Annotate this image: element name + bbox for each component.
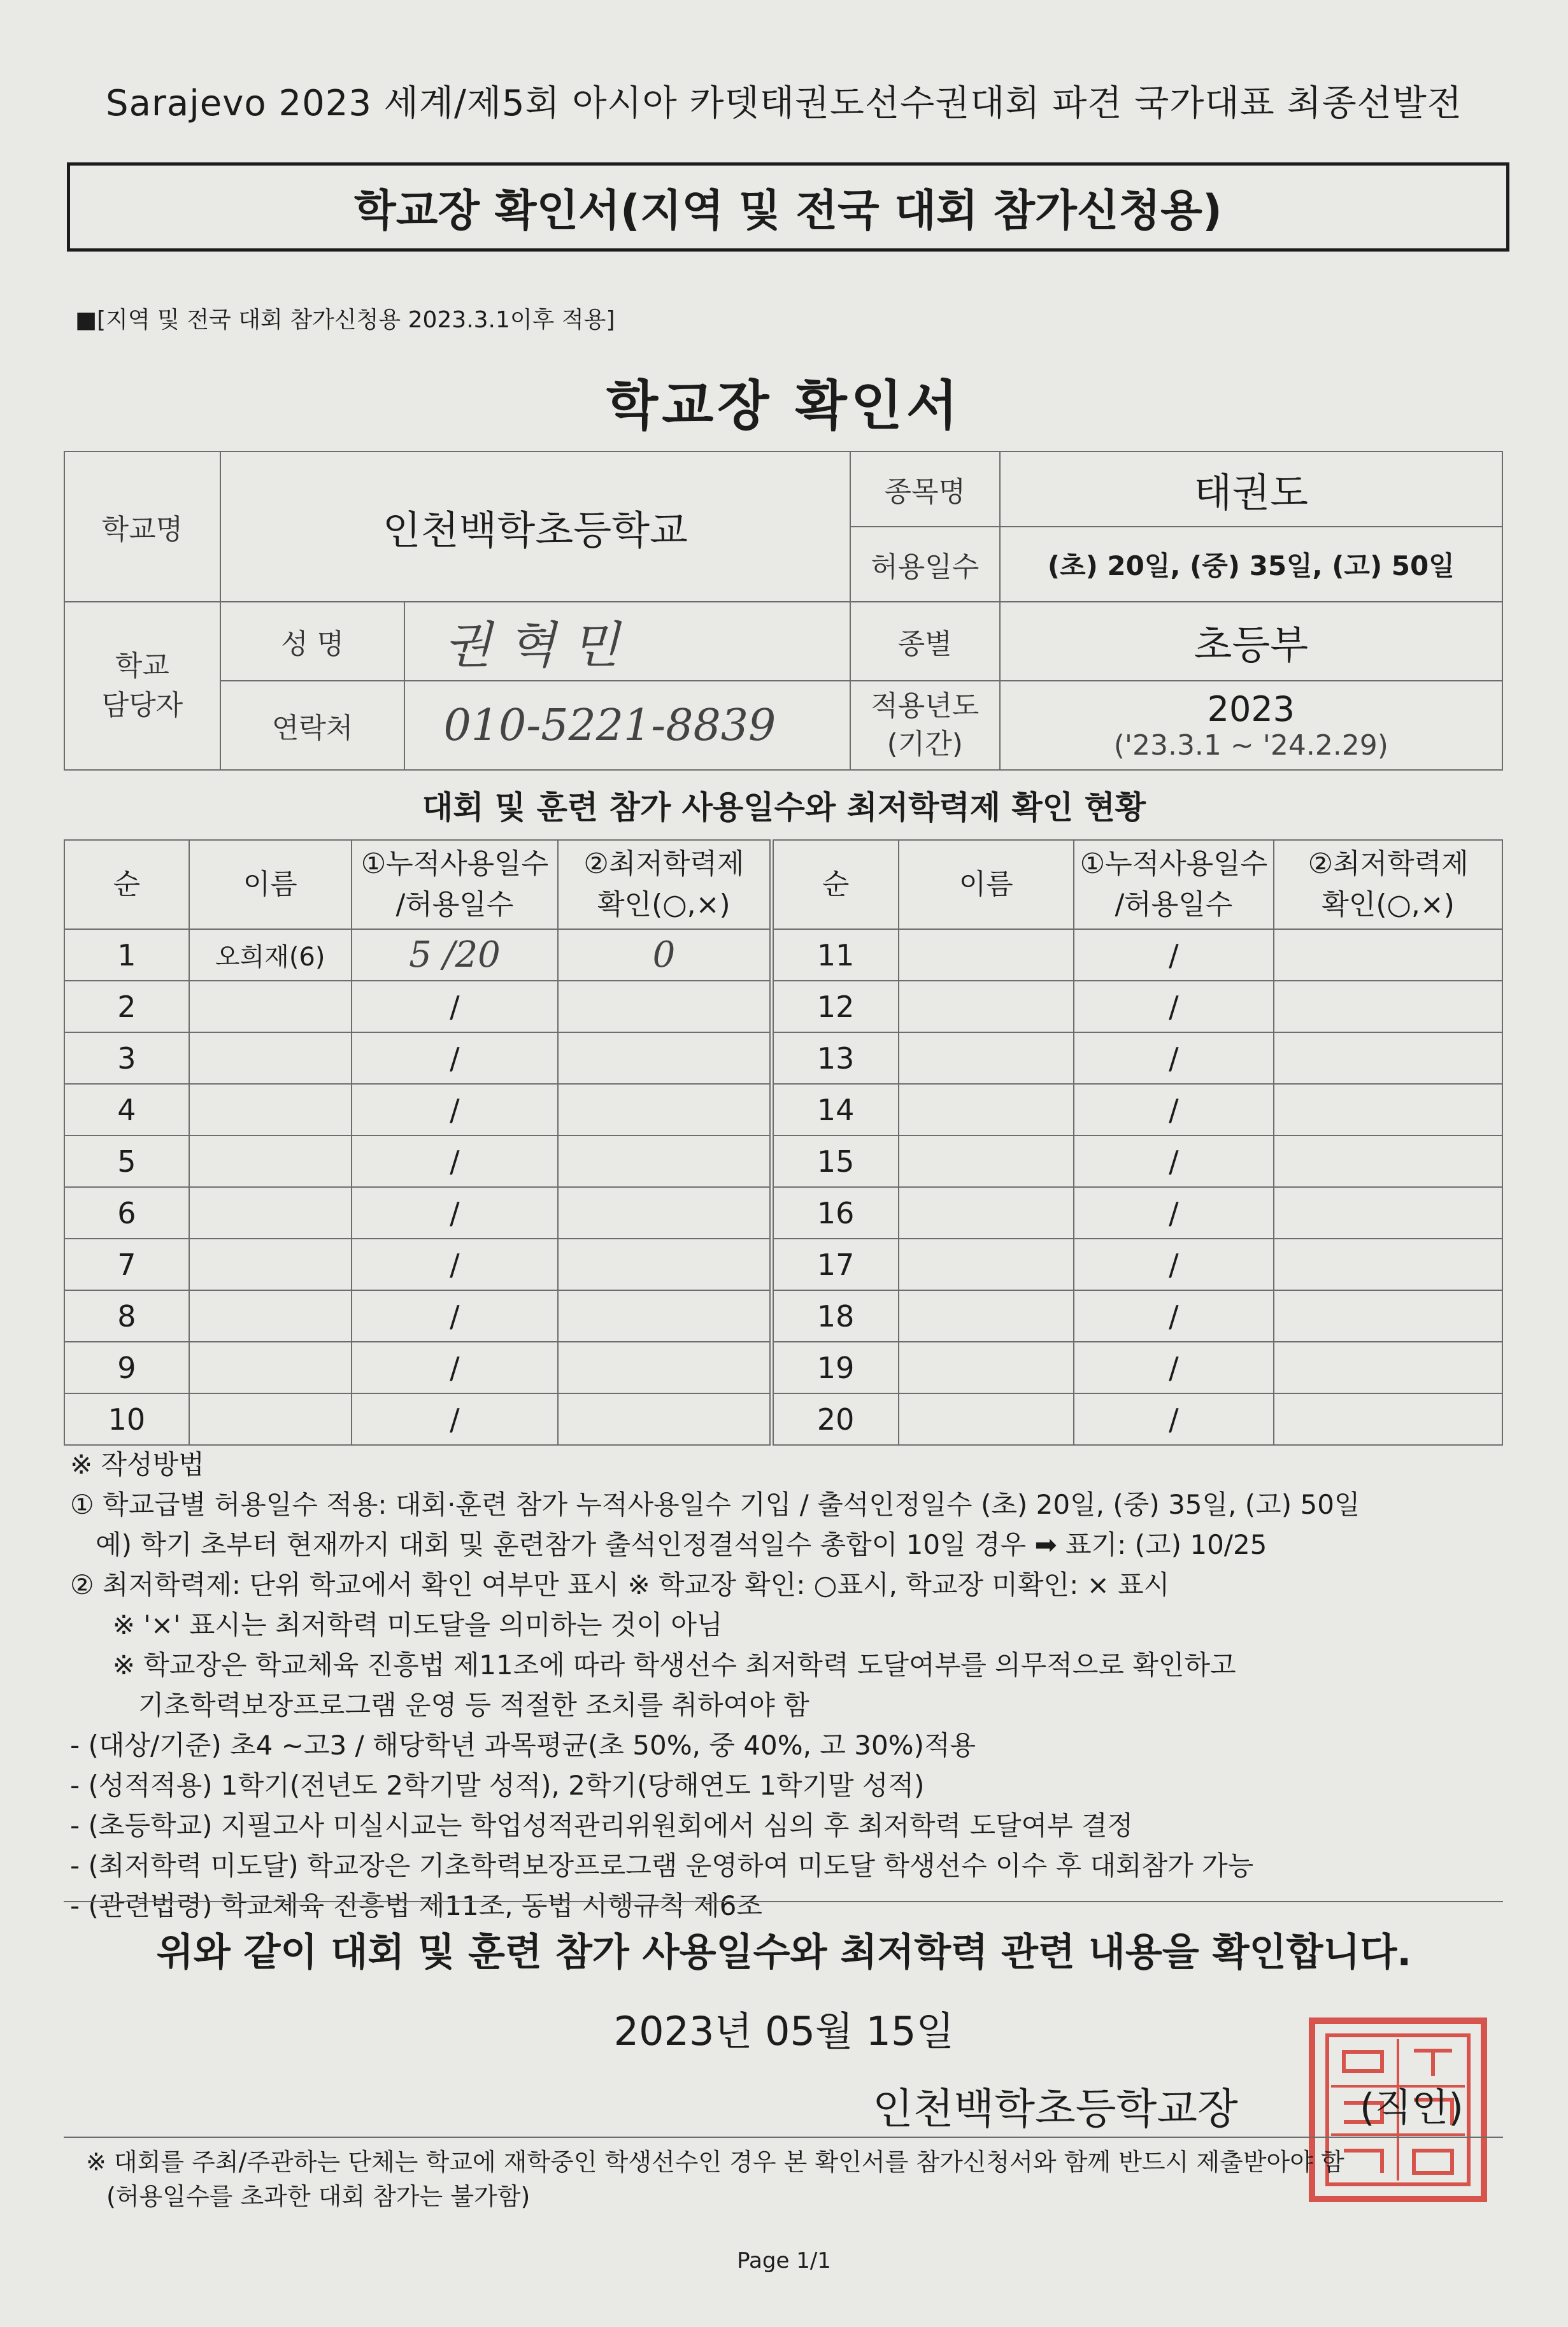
roster-no-cell: 10 [64,1393,189,1445]
applicability-note: ■[지역 및 전국 대회 참가신청용 2023.3.1이후 적용] [75,307,615,333]
sport-label: 종목명 [850,452,1000,527]
roster-days-cell: 5 /20 [352,929,559,981]
roster-name-cell [899,1290,1074,1342]
roster-name-cell [899,1187,1074,1239]
roster-academic-cell [558,1342,771,1393]
roster-academic-cell [558,1239,771,1290]
year-value: 2023 [1207,689,1295,729]
table-row [64,1342,1502,1393]
roster-no-cell: 4 [64,1084,189,1135]
roster-name-cell [189,1135,352,1187]
col-days: ①누적사용일수 /허용일수 [1074,840,1274,929]
instruction-line: 예) 학기 초부터 현재까지 대회 및 훈련참가 출석인정결석일수 총합이 10일 경우 ➡ 표기: (고) 10/25 [70,1529,1267,1560]
roster-academic-cell [558,1187,771,1239]
roster-academic-cell [558,1032,771,1084]
roster-name-cell [899,1135,1074,1187]
roster-academic-cell [558,1135,771,1187]
roster-no-cell: 1 [64,929,189,981]
roster-name-cell [189,1084,352,1135]
footnote-line: (허용일수를 초과한 대회 참가는 불가함) [106,2182,531,2210]
instruction-line: ① 학교급별 허용일수 적용: 대회·훈련 참가 누적사용일수 기입 / 출석인정일수 (초) 20일, (중) 35일, (고) 50일 [70,1489,1360,1520]
roster-days-cell: / [352,1342,559,1393]
roster-days-cell: / [1074,1393,1274,1445]
seal-label: (직인) [1360,2086,1464,2130]
roster-days-cell: / [1074,1032,1274,1084]
roster-title: 대회 및 훈련 참가 사용일수와 최저학력제 확인 현황 [422,789,1146,826]
roster-academic-cell [558,1393,771,1445]
col-no: 순 [64,840,189,929]
roster-name-cell [899,929,1074,981]
roster-no-cell: 3 [64,1032,189,1084]
division-value: 초등부 [1000,602,1502,681]
roster-name-cell [899,1342,1074,1393]
instruction-line: - (최저학력 미도달) 학교장은 기초학력보장프로그램 운영하여 미도달 학생선수 이수 후 대회참가 가능 [70,1850,1254,1881]
roster-name-cell [899,1239,1074,1290]
roster-days-cell: / [352,1393,559,1445]
writing-instructions [70,1444,1503,1926]
roster-academic-cell: 0 [558,929,771,981]
instruction-line: - (관련법령) 학교체육 진흥법 제11조, 동법 시행규칙 제6조 [70,1890,762,1921]
roster-no-cell: 7 [64,1239,189,1290]
instruction-line: ※ 학교장은 학교체육 진흥법 제11조에 따라 학생선수 최저학력 도달여부를 의무적으로 확인하고 [70,1649,1236,1681]
person-name-label: 성 명 [220,602,405,681]
confirmation-statement: 위와 같이 대회 및 훈련 참가 사용일수와 최저학력 관련 내용을 확인합니다. [156,1930,1412,1975]
roster-no-cell: 20 [771,1393,899,1445]
table-row [64,1032,1502,1084]
table-row [64,929,1502,981]
roster-academic-cell [1274,981,1502,1032]
instruction-line: - (초등학교) 지필고사 미실시교는 학업성적관리위원회에서 심의 후 최저학력 도달여부 결정 [70,1810,1134,1841]
allowed-days-value: (초) 20일, (중) 35일, (고) 50일 [1000,527,1502,602]
divider [64,1901,1503,1902]
table-row [64,981,1502,1032]
roster-no-cell: 14 [771,1084,899,1135]
roster-no-cell: 8 [64,1290,189,1342]
roster-days-cell: / [1074,1290,1274,1342]
roster-days-cell: / [1074,1187,1274,1239]
school-name-value: 인천백학초등학교 [220,452,850,602]
roster-days-cell: / [1074,929,1274,981]
roster-academic-cell [1274,1342,1502,1393]
roster-no-cell: 12 [771,981,899,1032]
table-row [64,1135,1502,1187]
roster-days-cell: / [352,1032,559,1084]
col-name: 이름 [899,840,1074,929]
contact-person-label: 학교 담당자 [64,602,220,770]
col-days: ①누적사용일수 /허용일수 [352,840,559,929]
roster-name-cell [899,1084,1074,1135]
roster-academic-cell [1274,1239,1502,1290]
roster-no-cell: 6 [64,1187,189,1239]
roster-name-cell [899,981,1074,1032]
phone-label: 연락처 [220,681,405,770]
school-name-label: 학교명 [64,452,220,602]
roster-name-cell [189,1393,352,1445]
roster-days-cell: / [1074,1239,1274,1290]
roster-no-cell: 16 [771,1187,899,1239]
roster-academic-cell [558,1084,771,1135]
roster-no-cell: 11 [771,929,899,981]
roster-academic-cell [1274,1084,1502,1135]
principal-name: 인천백학초등학교장 [873,2084,1238,2133]
roster-days-cell: / [352,1187,559,1239]
roster-days-cell: / [352,981,559,1032]
roster-name-cell [189,981,352,1032]
instruction-line: ② 최저학력제: 단위 학교에서 확인 여부만 표시 ※ 학교장 확인: ○표시, 학교장 미확인: × 표시 [70,1569,1170,1600]
instruction-line: 기초학력보장프로그램 운영 등 적절한 조치를 취하여야 함 [70,1690,809,1721]
footnote-line: ※ 대회를 주최/주관하는 단체는 학교에 재학중인 학생선수인 경우 본 확인서를 참가신청서와 함께 반드시 제출받아야 함 [86,2148,1344,2176]
event-title: Sarajevo 2023 세계/제5회 아시아 카뎃태권도선수권대회 파견 국가대표 최종선발전 [106,83,1462,124]
divider [64,2137,1503,2138]
roster-academic-cell [558,1290,771,1342]
roster-no-cell: 18 [771,1290,899,1342]
phone-handwritten: 010-5221-8839 [404,681,850,770]
boxed-form-title: 학교장 확인서(지역 및 전국 대회 참가신청용) [67,162,1509,252]
roster-academic-cell [1274,1135,1502,1187]
instruction-line: ※ '×' 표시는 최저학력 미도달을 의미하는 것이 아님 [70,1609,723,1640]
col-name: 이름 [189,840,352,929]
roster-no-cell: 15 [771,1135,899,1187]
col-no: 순 [771,840,899,929]
table-row [64,1393,1502,1445]
roster-academic-cell [558,981,771,1032]
instruction-line: - (성적적용) 1학기(전년도 2학기말 성적), 2학기(당해연도 1학기말 성적) [70,1770,925,1801]
person-name-handwritten: 권 혁 민 [404,602,850,681]
table-row [64,1084,1502,1135]
roster-no-cell: 17 [771,1239,899,1290]
roster-academic-cell [1274,1187,1502,1239]
roster-days-cell: / [352,1084,559,1135]
roster-no-cell: 9 [64,1342,189,1393]
roster-no-cell: 5 [64,1135,189,1187]
table-row [64,1290,1502,1342]
roster-days-cell: / [352,1290,559,1342]
info-table [64,451,1503,771]
roster-name-cell [189,1032,352,1084]
period-value: ('23.3.1 ~ '24.2.29) [1113,729,1388,762]
table-row [64,1239,1502,1290]
roster-name-cell: 오희재(6) [189,929,352,981]
roster-academic-cell [1274,929,1502,981]
division-label: 종별 [850,602,1000,681]
sport-value: 태권도 [1000,452,1502,527]
roster-days-cell: / [1074,981,1274,1032]
roster-no-cell: 2 [64,981,189,1032]
col-academic: ②최저학력제 확인(○,×) [558,840,771,929]
roster-table [64,839,1503,1446]
roster-days-cell: / [352,1135,559,1187]
roster-name-cell [189,1239,352,1290]
instruction-line: - (대상/기준) 초4 ~고3 / 해당학년 과목평균(초 50%, 중 40%, 고 30%)적용 [70,1730,976,1761]
roster-name-cell [189,1187,352,1239]
col-academic: ②최저학력제 확인(○,×) [1274,840,1502,929]
roster-days-cell: / [1074,1084,1274,1135]
roster-no-cell: 19 [771,1342,899,1393]
roster-days-cell: / [1074,1342,1274,1393]
page-number: Page 1/1 [737,2248,831,2274]
year-label: 적용년도 (기간) [850,681,1000,770]
year-cell [1000,681,1502,770]
issue-date: 2023년 05월 15일 [613,2008,955,2054]
roster-no-cell: 13 [771,1032,899,1084]
document-title: 학교장 확인서 [606,374,962,437]
roster-days-cell: / [1074,1135,1274,1187]
roster-academic-cell [1274,1032,1502,1084]
roster-academic-cell [1274,1393,1502,1445]
instruction-line: ※ 작성방법 [70,1449,204,1480]
roster-name-cell [189,1290,352,1342]
footnote [86,2145,1487,2214]
roster-academic-cell [1274,1290,1502,1342]
roster-name-cell [899,1393,1074,1445]
roster-days-cell: / [352,1239,559,1290]
table-row [64,1187,1502,1239]
roster-name-cell [899,1032,1074,1084]
allowed-days-label: 허용일수 [850,527,1000,602]
roster-name-cell [189,1342,352,1393]
